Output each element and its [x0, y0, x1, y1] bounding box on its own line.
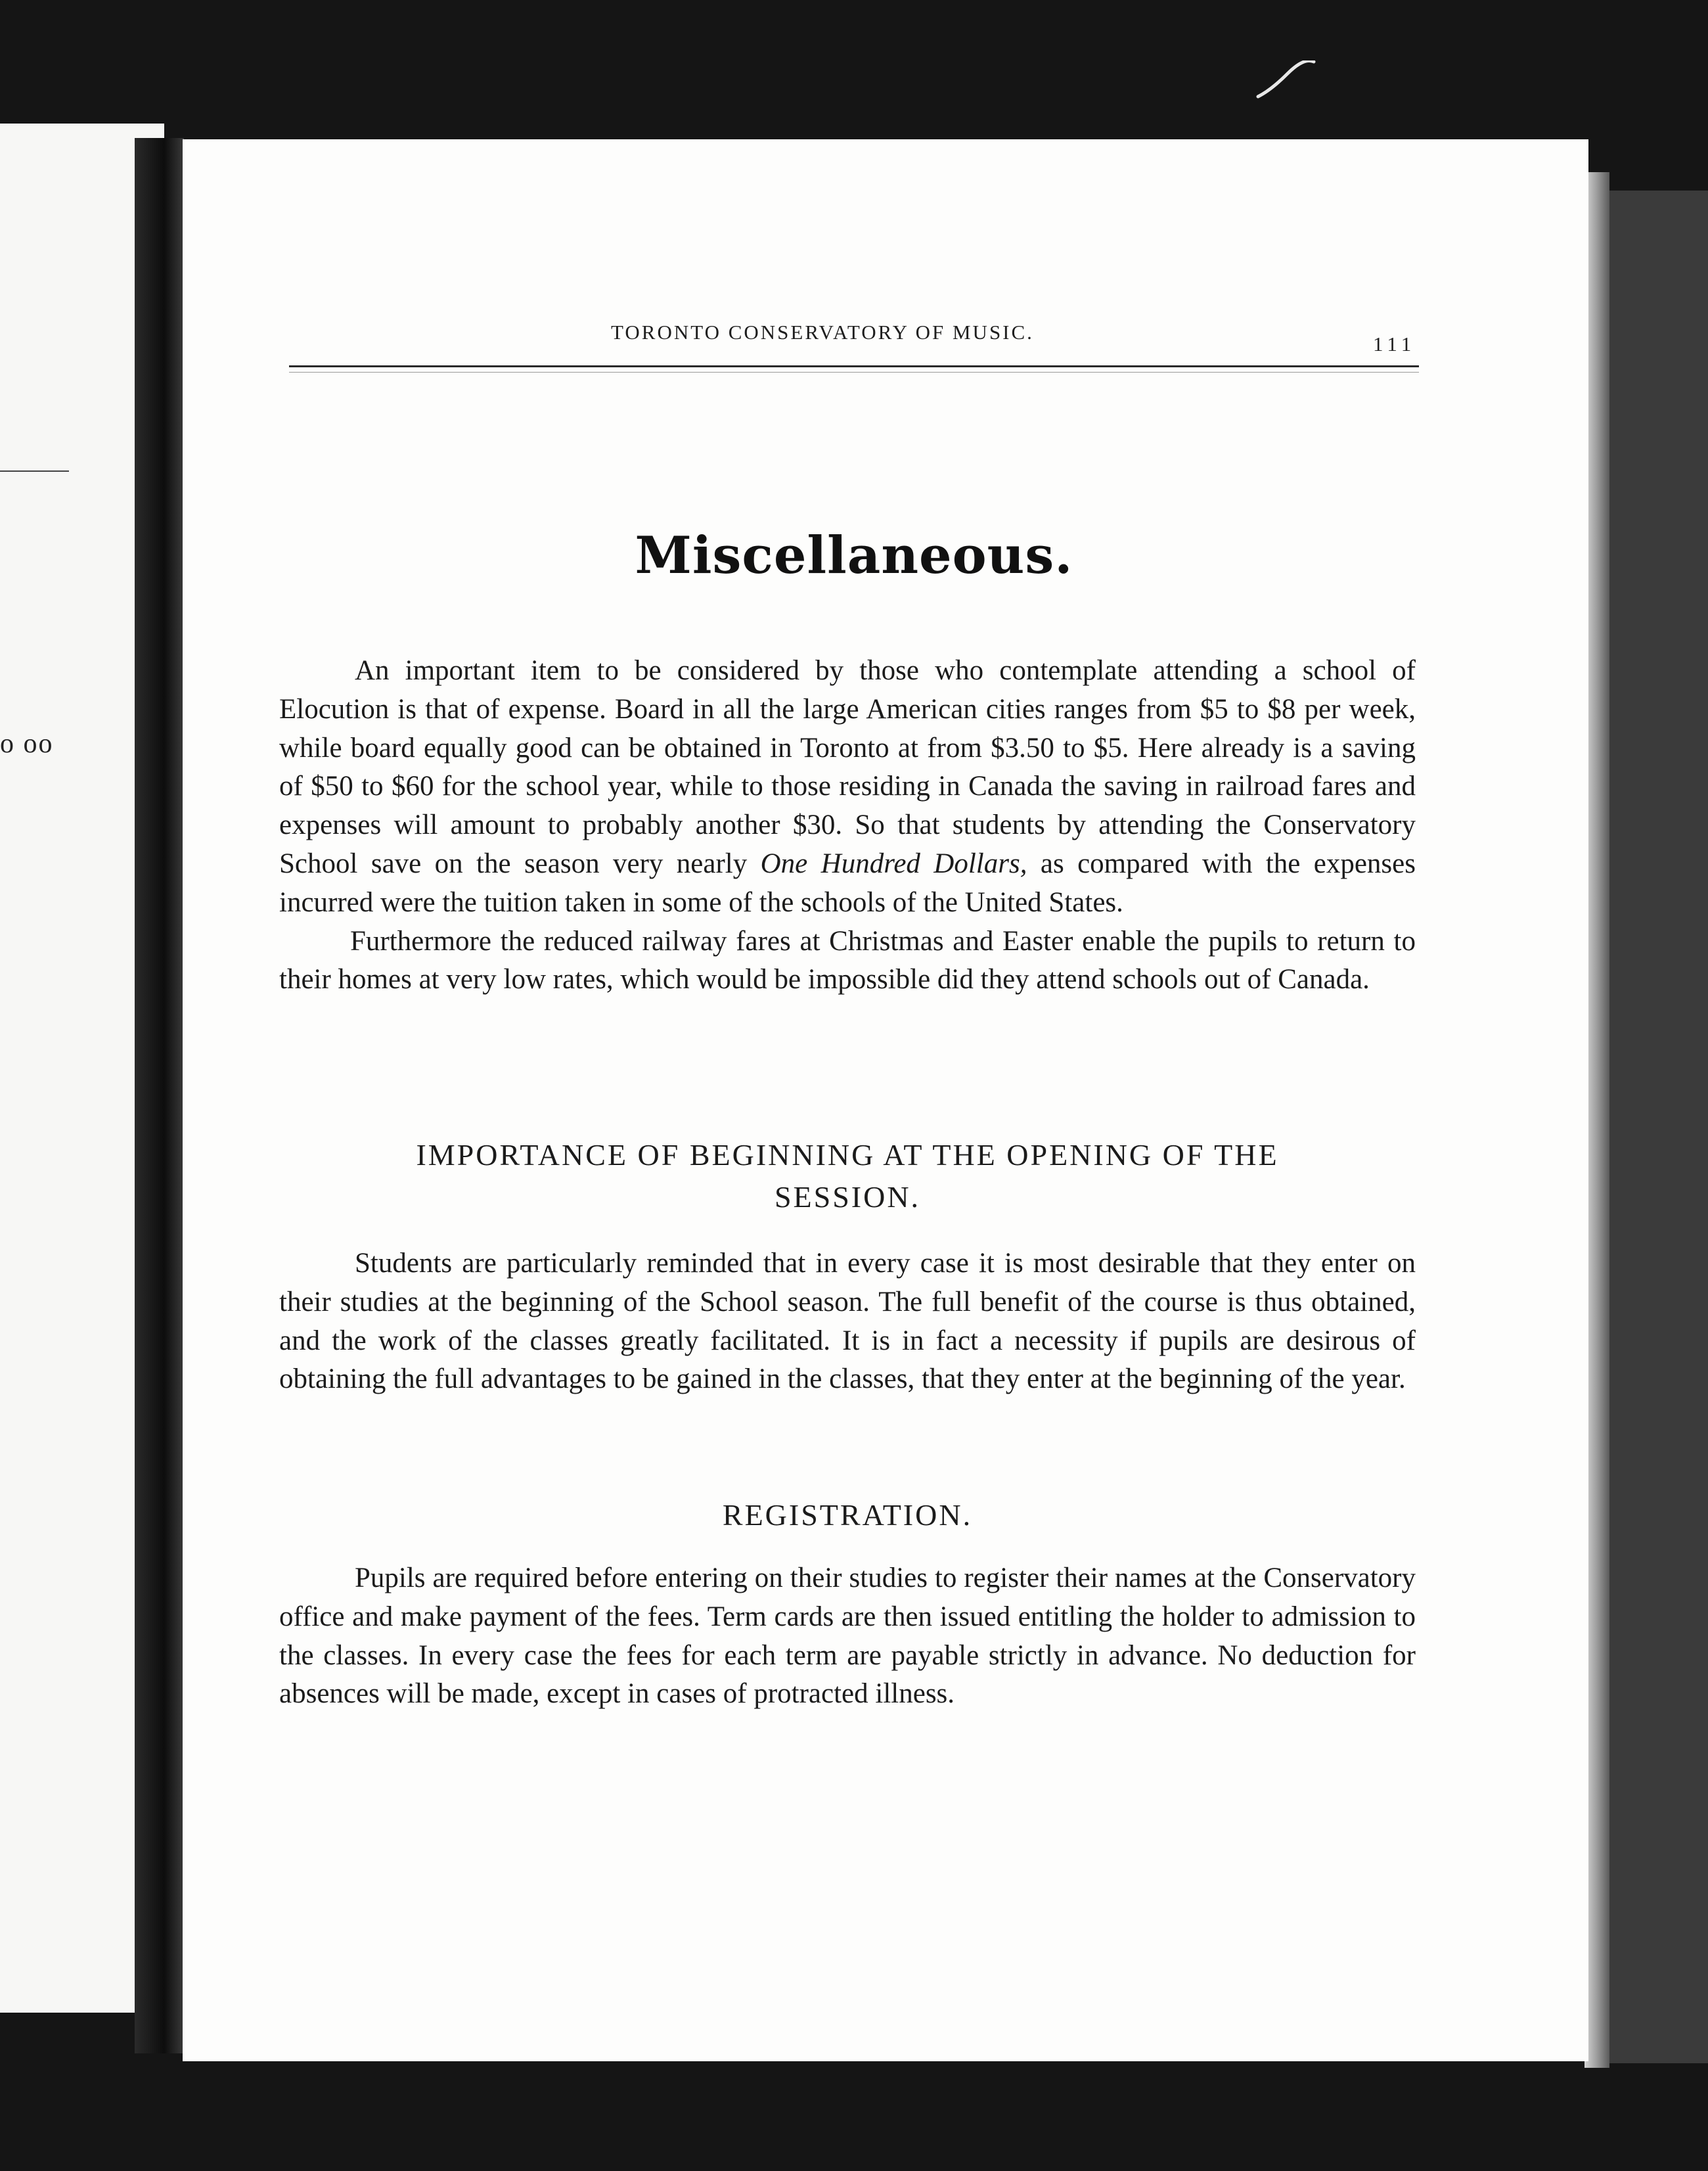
header-rule — [289, 365, 1419, 367]
section-heading-registration: REGISTRATION. — [722, 1498, 973, 1532]
left-page-rule — [0, 470, 69, 472]
right-backdrop — [1609, 191, 1708, 2063]
document-page — [183, 139, 1588, 2061]
intro-section — [279, 652, 1416, 999]
registration-section — [279, 1559, 1416, 1714]
page-number: 111 — [1373, 332, 1416, 355]
intro-paragraph-1-text-a: An important item to be considered by those who contemplate attending a school of Elocution is that of expense. Board in all the large American cities ranges from $5 to $8 per week, while board equally good can be obtained in Toronto at from $3.50 to $5. Here already is a saving of $50 to $60 for the school year, while to those residing in Canada the saving in railroad fares and expenses will amount to probably another $30. So that students by attending the Conservatory School save on the season very nearly — [279, 655, 1416, 879]
importance-paragraph: Students are particularly reminded that in every case it is most desirable that they enter on their studies at the beginning of the School season. The full benefit of the course is thus obtained, and the work of the classes greatly facilitated. It is in fact a necessity if pupils are desirous of obtaining the full advantages to be gained in the classes, that they enter at the beginning of the year. — [279, 1248, 1416, 1395]
running-head: TORONTO CONSERVATORY OF MUSIC. — [611, 321, 1034, 344]
intro-paragraph-2: Furthermore the reduced railway fares at Christmas and Easter enable the pupils to return to their homes at very low rates, which would be impossible did they attend schools out of Canada. — [279, 925, 1416, 995]
header-rule-secondary — [289, 372, 1419, 373]
pen-mark — [1251, 60, 1330, 100]
intro-paragraph-1-text-b: as compared with the expenses incurred were the tuition taken in some of the schools of the United States. — [279, 848, 1416, 918]
left-page-text-fragment: o oo — [0, 729, 54, 759]
intro-paragraph-1-italic: One Hundred Dollars, — [760, 848, 1027, 879]
book-gutter — [135, 138, 184, 2053]
section-heading-importance-line-1: IMPORTANCE OF BEGINNING AT THE OPENING OF THE — [416, 1138, 1279, 1172]
section-heading-importance — [279, 1134, 1416, 1218]
page-title: Miscellaneous. — [635, 526, 1073, 585]
section-heading-importance-line-2: SESSION. — [774, 1180, 921, 1214]
intro-paragraph-1 — [279, 652, 1416, 923]
importance-section — [279, 1245, 1416, 1399]
registration-paragraph: Pupils are required before entering on their studies to register their names at the Conservatory office and make payment of the fees. Term cards are then issued entitling the holder to admission to the classes. In every case the fees for each term are payable strictly in advance. No deduction for absences will be made, except in cases of protracted illness. — [279, 1563, 1416, 1710]
